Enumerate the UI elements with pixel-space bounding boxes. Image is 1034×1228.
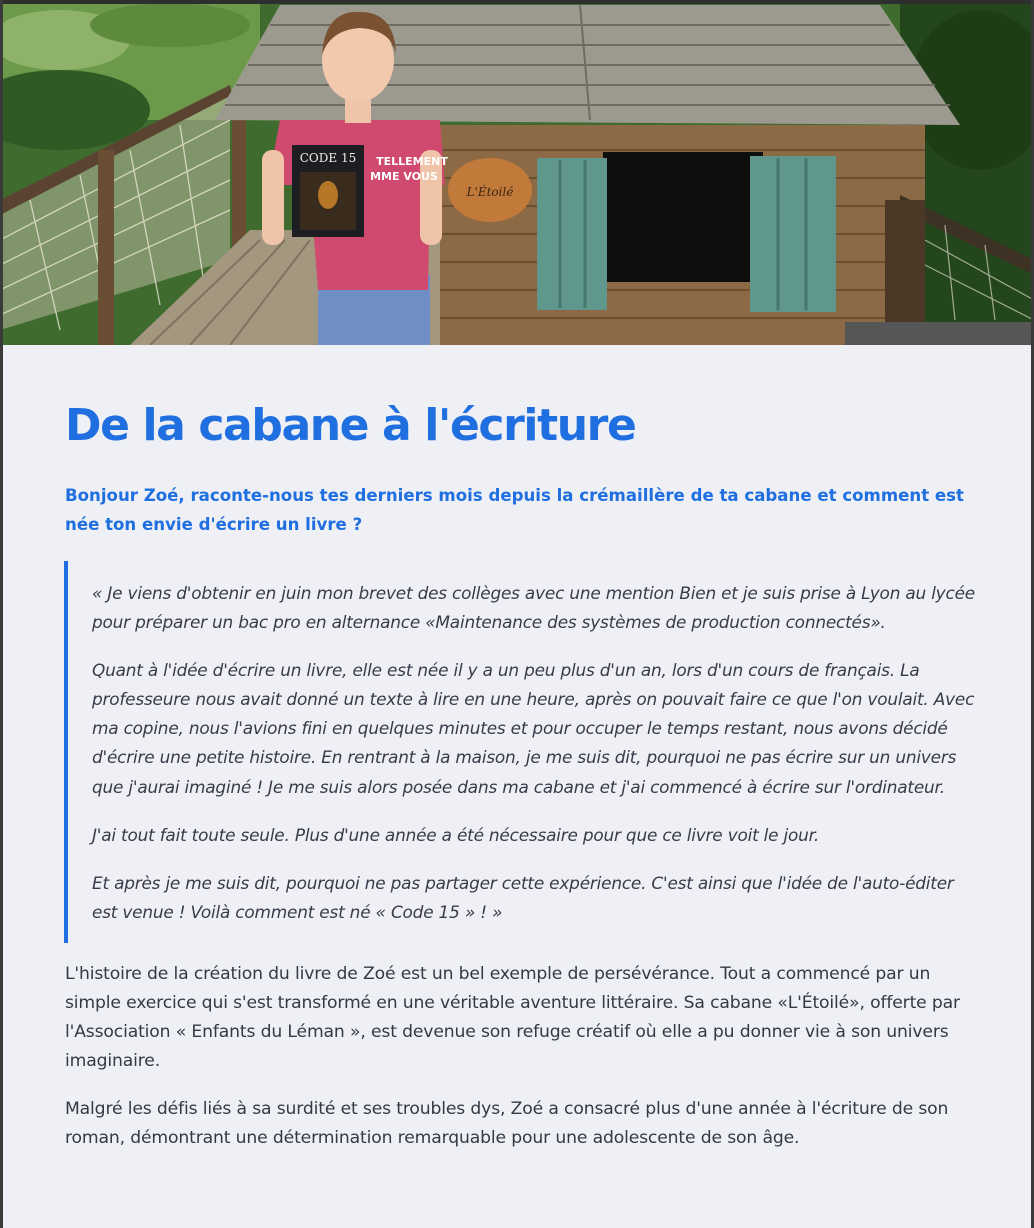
window-left-border xyxy=(0,0,3,1228)
interview-question: Bonjour Zoé, raconte-nous tes derniers mois depuis la crémaillère de ta cabane et comment est née ton envie d'écrire un livre ? xyxy=(65,486,964,534)
cabin-sign-text: L'Étoilé xyxy=(466,185,514,199)
interview-quote xyxy=(64,561,977,943)
shirt-text-line2: MME VOUS xyxy=(370,170,438,183)
hero-illustration xyxy=(0,0,1034,345)
quote-paragraph: « Je viens d'obtenir en juin mon brevet des collèges avec une mention Bien et je suis prise à Lyon au lycée pour préparer un bac pro en alternance «Maintenance des systèmes de production connectés». xyxy=(92,583,975,633)
book-cover-title: CODE 15 xyxy=(299,151,357,165)
article-content xyxy=(65,395,977,1154)
body-paragraph: L'histoire de la création du livre de Zoé est un bel exemple de persévérance. Tout a commencé par un simple exercice qui s'est transformé en une véritable aventure littéraire. Sa cabane «L'Étoilé», offerte par l'Association « Enfants du Léman », est devenue son refuge créatif où elle a pu donner vie à son univers imaginaire. xyxy=(65,963,960,1072)
quote-paragraph: Quant à l'idée d'écrire un livre, elle est née il y a un peu plus d'un an, lors d'un cours de français. La professeure nous avait donné un texte à lire en une heure, après on pouvait faire ce que l'on voulait. Avec ma copine, nous l'avions fini en quelques minutes et pour occuper le temps restant, nous avons décidé d'écrire une petite histoire. En rentrant à la maison, je me suis dit, pourquoi ne pas écrire sur un univers que j'aurai imaginé ! Je me suis alors posée dans ma cabane et j'ai commencé à écrire sur l'ordinateur. xyxy=(92,660,975,797)
body-paragraph: Malgré les défis liés à sa surdité et ses troubles dys, Zoé a consacré plus d'une année à l'écriture de son roman, démontrant une détermination remarquable pour une adolescente de son âge. xyxy=(65,1099,949,1149)
quote-paragraph: J'ai tout fait toute seule. Plus d'une année a été nécessaire pour que ce livre voit le jour. xyxy=(92,824,820,845)
article-title: De la cabane à l'écriture xyxy=(65,400,636,451)
shirt-text-line1: TELLEMENT xyxy=(376,155,448,168)
hero-photo xyxy=(0,0,1034,345)
window-top-border xyxy=(0,0,1034,4)
quote-paragraph: Et après je me suis dit, pourquoi ne pas partager cette expérience. C'est ainsi que l'idée de l'auto-éditer est venue ! Voilà comment est né « Code 15 » ! » xyxy=(92,872,954,922)
